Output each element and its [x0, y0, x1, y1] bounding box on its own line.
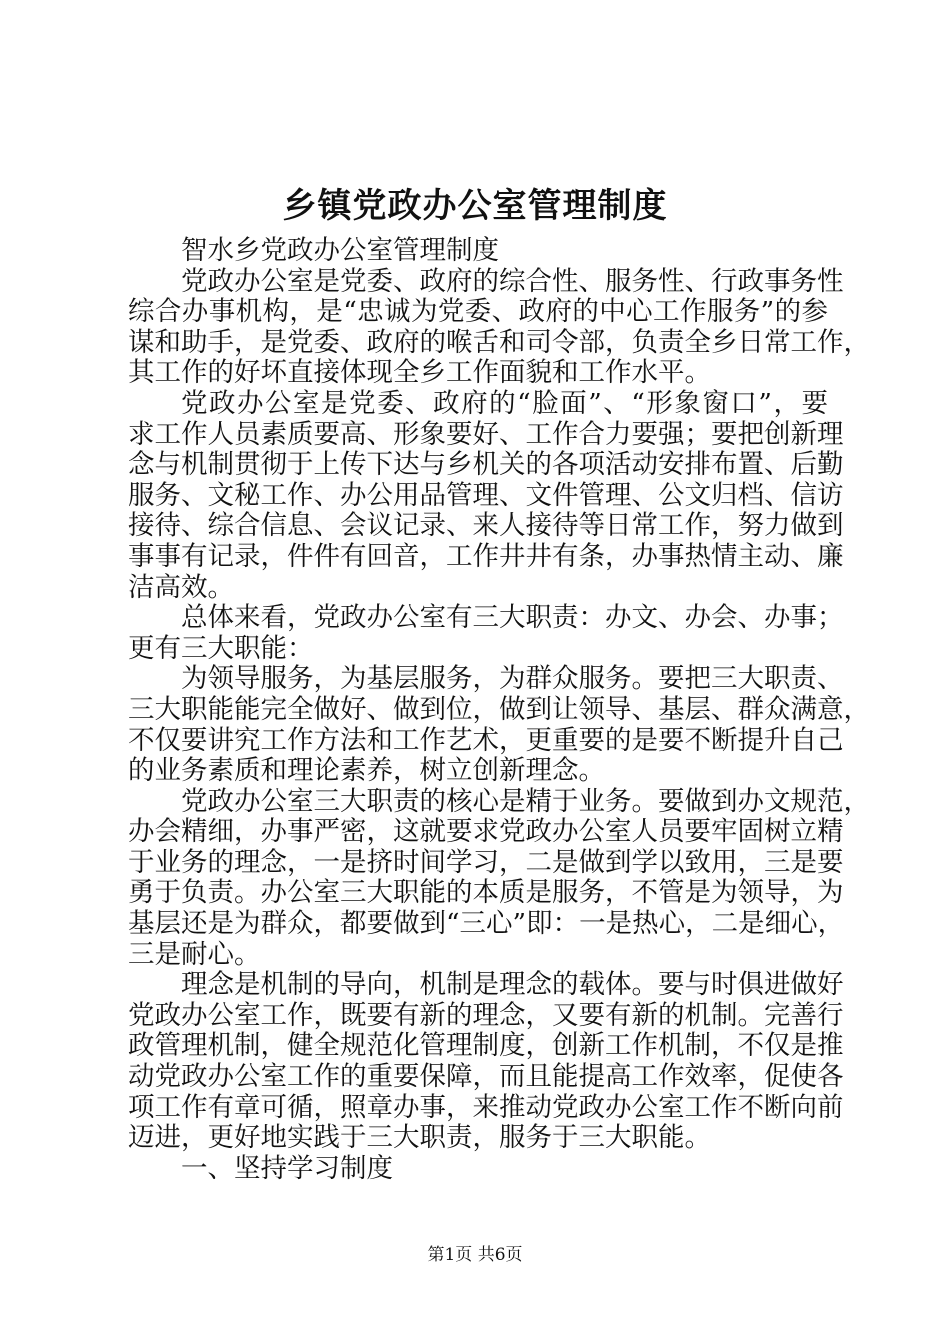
paragraph-line: 的业务素质和理论素养，树立创新理念。 — [128, 755, 605, 787]
paragraph-line: 更有三大职能： — [128, 632, 314, 664]
paragraph-line: 谋和助手，是党委、政府的喉舌和司令部，负责全乡日常工作， — [128, 326, 870, 358]
paragraph-line: 念与机制贯彻于上传下达与乡机关的各项活动安排布置、后勤 — [128, 449, 844, 481]
paragraph-line: 洁高效。 — [128, 571, 234, 603]
paragraph-line: 为领导服务，为基层服务，为群众服务。要把三大职责、 — [181, 663, 844, 695]
paragraph-line: 党政办公室三大职责的核心是精于业务。要做到办文规范， — [181, 785, 870, 817]
paragraph-line: 三大职能能完全做好、做到位，做到让领导、基层、群众满意， — [128, 693, 870, 725]
document-body — [128, 235, 870, 1184]
paragraph-line: 于业务的理念，一是挤时间学习，二是做到学以致用，三是要 — [128, 846, 844, 878]
paragraph-line: 综合办事机构，是“忠诚为党委、政府的中心工作服务”的参 — [128, 296, 828, 328]
paragraph-line: 政管理机制，健全规范化管理制度，创新工作机制，不仅是推 — [128, 1030, 844, 1062]
paragraph-line: 迈进，更好地实践于三大职责，服务于三大职能。 — [128, 1122, 711, 1154]
paragraph-line: 办会精细，办事严密，这就要求党政办公室人员要牢固树立精 — [128, 816, 844, 848]
paragraph-line: 三是耐心。 — [128, 938, 261, 970]
paragraph-line: 服务、文秘工作、办公用品管理、文件管理、公文归档、信访 — [128, 479, 844, 511]
paragraph-line: 基层还是为群众，都要做到“三心”即：一是热心，二是细心， — [128, 908, 845, 940]
paragraph-line: 智水乡党政办公室管理制度 — [181, 235, 499, 266]
paragraph-line: 事事有记录，件件有回音，工作井井有条，办事热情主动、廉 — [128, 540, 844, 572]
paragraph-line: 动党政办公室工作的重要保障，而且能提高工作效率，促使各 — [128, 1061, 844, 1093]
paragraph-line: 党政办公室是党委、政府的综合性、服务性、行政事务性 — [181, 265, 844, 297]
paragraph-line: 总体来看，党政办公室有三大职责：办文、办会、办事； — [181, 602, 844, 634]
paragraph-line: 项工作有章可循，照章办事，来推动党政办公室工作不断向前 — [128, 1091, 844, 1123]
paragraph-line: 不仅要讲究工作方法和工作艺术，更重要的是要不断提升自己 — [128, 724, 844, 756]
paragraph-line: 党政办公室工作，既要有新的理念，又要有新的机制。完善行 — [128, 999, 844, 1031]
paragraph-line: 党政办公室是党委、政府的“脸面”、“形象窗口”，要 — [181, 387, 828, 419]
paragraph-line: 接待、综合信息、会议记录、来人接待等日常工作，努力做到 — [128, 510, 844, 542]
paragraph-line: 求工作人员素质要高、形象要好、工作合力要强；要把创新理 — [128, 418, 844, 450]
paragraph-line: 理念是机制的导向，机制是理念的载体。要与时俱进做好 — [181, 969, 844, 1001]
document-title: 乡镇党政办公室管理制度 — [282, 186, 668, 226]
page-footer: 第1页 共6页 — [427, 1245, 523, 1265]
paragraph-line: 勇于负责。办公室三大职能的本质是服务，不管是为领导，为 — [128, 877, 844, 909]
paragraph-line: 一、坚持学习制度 — [181, 1152, 393, 1184]
paragraph-line: 其工作的好坏直接体现全乡工作面貌和工作水平。 — [128, 357, 711, 389]
